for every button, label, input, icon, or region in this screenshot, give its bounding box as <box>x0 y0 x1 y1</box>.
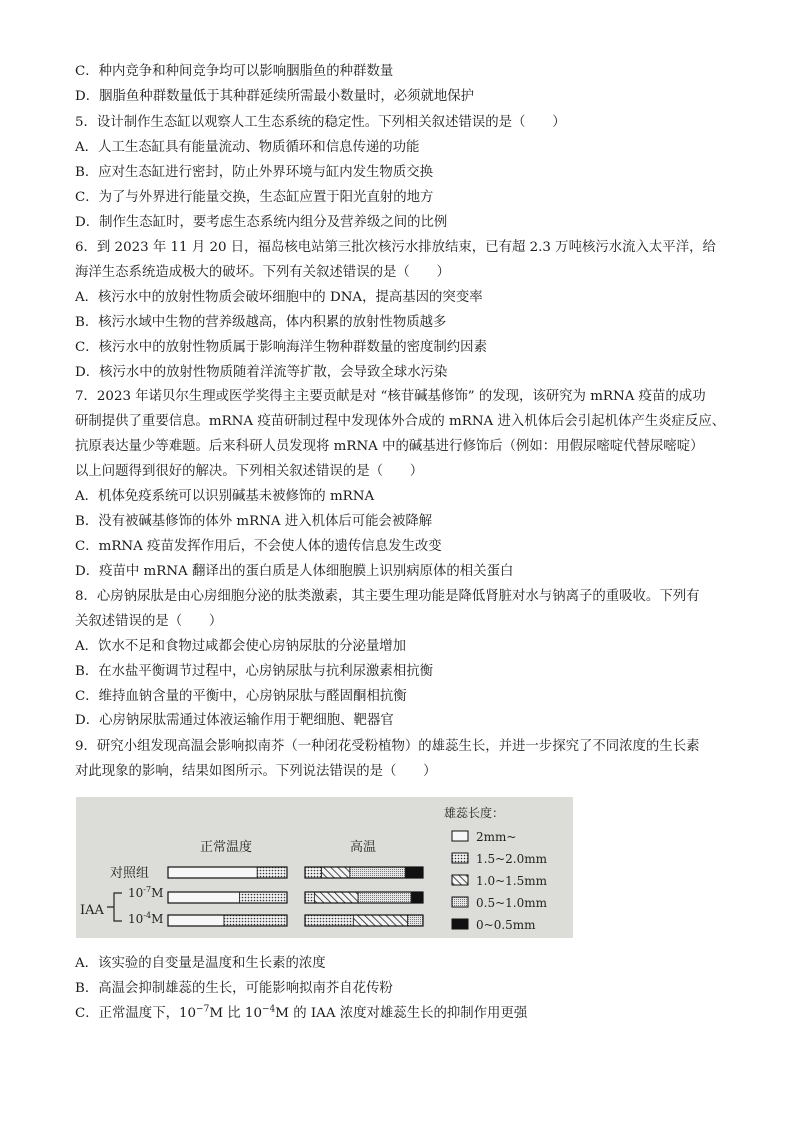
legend-swatch-3 <box>452 897 468 907</box>
q8-option-d: D．心房钠尿肽需通过体液运输作用于靶细胞、靶器官 <box>75 713 394 728</box>
q7-option-b: B．没有被碱基修饰的体外 mRNA 进入机体后可能会被降解 <box>75 514 433 529</box>
question-8-stem-line1: 8．心房钠尿肽是由心房细胞分泌的肽类激素，其主要生理功能是降低肾脏对水与钠离子的重吸收。下列有 <box>75 589 700 604</box>
q7-option-a: A．机体免疫系统可以识别碱基未被修饰的 mRNA <box>75 489 375 504</box>
question-7-stem-line1: 7．2023 年诺贝尔生理或医学奖得主主要贡献是对 “核苷碱基修饰” 的发现，该研究为 mRNA 疫苗的成功 <box>75 389 706 404</box>
bar-segment-high-control-2 <box>322 867 350 878</box>
row-label-iaa-high <box>128 911 163 926</box>
legend-label-4: 0~0.5mm <box>476 918 536 932</box>
col-header-normal-temp: 正常温度 <box>199 840 253 855</box>
question-9-stem-line2: 对此现象的影响，结果如图所示。下列说法错误的是（ ） <box>75 764 437 779</box>
bar-segment-high-iaa_1e-4-3 <box>408 915 423 926</box>
iaa-low-unit: M <box>151 886 164 900</box>
stamen-length-figure <box>76 797 573 938</box>
legend-swatch-2 <box>452 875 468 885</box>
bar-segment-normal-control-1 <box>257 867 287 878</box>
q9c-prefix: C．正常温度下，10 <box>75 1006 197 1021</box>
question-5-stem: 5．设计制作生态缸以观察人工生态系统的稳定性。下列相关叙述错误的是（ ） <box>75 115 566 130</box>
q9c-suffix: M 的 IAA 浓度对雄蕊生长的抑制作用更强 <box>275 1006 528 1021</box>
q8-option-c: C．维持血钠含量的平衡中，心房钠尿肽与醛固酮相抗衡 <box>75 689 407 704</box>
bar-segment-normal-iaa_1e-7-1 <box>239 892 287 903</box>
iaa-low-base: 10 <box>128 886 144 900</box>
legend-swatch-1 <box>452 853 468 863</box>
bar-segment-normal-control-0 <box>168 867 257 878</box>
q6-option-d: D．核污水中的放射性物质随着洋流等扩散，会导致全球水污染 <box>75 365 448 380</box>
row-label-iaa: IAA <box>80 903 104 918</box>
q5-option-d: D．制作生态缸时，要考虑生态系统内组分及营养级之间的比例 <box>75 215 448 230</box>
iaa-low-exp: -7 <box>143 885 152 894</box>
question-7-stem-line2: 研制提供了重要信息。mRNA 疫苗研制过程中发现体外合成的 mRNA 进入机体后会引起机体产生炎症反应、 <box>75 414 726 429</box>
iaa-high-exp: -4 <box>143 911 152 920</box>
question-6-stem-line2: 海洋生态系统造成极大的破坏。下列有关叙述错误的是（ ） <box>75 265 450 280</box>
q7-option-d: D．疫苗中 mRNA 翻译出的蛋白质是人体细胞膜上识别病原体的相关蛋白 <box>75 564 514 579</box>
bar-segment-high-iaa_1e-7-1 <box>305 892 314 903</box>
legend-title: 雄蕊长度： <box>444 806 505 820</box>
line-d-in-situ-protection: D．胭脂鱼种群数量低于其种群延续所需最小数量时，必须就地保护 <box>75 89 475 104</box>
q9c-exp1: −7 <box>196 1004 210 1015</box>
q6-option-b: B．核污水域中生物的营养级越高，体内积累的放射性物质越多 <box>75 315 447 330</box>
iaa-high-unit: M <box>151 912 164 926</box>
q9-option-b: B．高温会抑制雄蕊的生长，可能影响拟南芥自花传粉 <box>75 981 393 996</box>
row-label-iaa-low <box>128 885 163 900</box>
bar-segment-high-control-3 <box>350 867 405 878</box>
question-7-stem-line4: 以上问题得到很好的解决。下列相关叙述错误的是（ ） <box>75 464 424 479</box>
bar-segment-normal-iaa_1e-4-0 <box>168 915 224 926</box>
q6-option-a: A．核污水中的放射性物质会破坏细胞中的 DNA，提高基因的突变率 <box>75 290 483 305</box>
iaa-bracket <box>107 893 122 921</box>
row-label-control: 对照组 <box>110 866 150 881</box>
q9-option-a: A．该实验的自变量是温度和生长素的浓度 <box>75 956 326 971</box>
line-c-intra-inter-competition: C．种内竞争和种间竞争均可以影响胭脂鱼的种群数量 <box>75 64 394 79</box>
iaa-high-base: 10 <box>128 912 144 926</box>
legend-label-0: 2mm~ <box>476 830 517 844</box>
legend-label-3: 0.5~1.0mm <box>476 896 547 910</box>
bar-segment-high-iaa_1e-7-3 <box>358 892 411 903</box>
question-8-stem-line2: 关叙述错误的是（ ） <box>75 614 223 629</box>
bar-segment-high-iaa_1e-7-4 <box>411 892 423 903</box>
q9c-mid: M 比 10 <box>209 1006 262 1021</box>
question-7-stem-line3: 抗原表达量少等难题。后来科研人员发现将 mRNA 中的碱基进行修饰后（例如：用假尿嘧啶代替尿嘧啶） <box>75 439 704 454</box>
q5-option-a: A．人工生态缸具有能量流动、物质循环和信息传递的功能 <box>75 140 420 155</box>
q9-option-c <box>75 1005 527 1023</box>
legend <box>452 830 548 932</box>
bar-segment-high-iaa_1e-7-2 <box>314 892 358 903</box>
question-6-stem-line1: 6．到 2023 年 11 月 20 日，福岛核电站第三批次核污水排放结束，已有超 2.3 万吨核污水流入太平洋，给 <box>75 240 716 255</box>
question-9-stem-line1: 9．研究小组发现高温会影响拟南芥（一种闭花受粉植物）的雄蕊生长，并进一步探究了不同浓度的生长素 <box>75 739 700 754</box>
q8-option-b: B．在水盐平衡调节过程中，心房钠尿肽与抗利尿激素相抗衡 <box>75 664 433 679</box>
legend-label-2: 1.0~1.5mm <box>476 874 547 888</box>
q5-option-c: C．为了与外界进行能量交换，生态缸应置于阳光直射的地方 <box>75 190 434 205</box>
legend-swatch-0 <box>452 831 468 841</box>
bar-segment-high-control-4 <box>405 867 423 878</box>
q7-option-c: C．mRNA 疫苗发挥作用后，不会使人体的遗传信息发生改变 <box>75 539 442 554</box>
q9c-exp2: −4 <box>261 1004 276 1015</box>
col-header-high-temp: 高温 <box>349 840 377 855</box>
q6-option-c: C．核污水中的放射性物质属于影响海洋生物种群数量的密度制约因素 <box>75 340 487 355</box>
bar-segment-high-control-1 <box>305 867 322 878</box>
legend-label-1: 1.5~2.0mm <box>476 852 547 866</box>
bar-segment-normal-iaa_1e-4-1 <box>224 915 287 926</box>
bar-segment-high-iaa_1e-4-1 <box>305 915 353 926</box>
q8-option-a: A．饮水不足和食物过咸都会使心房钠尿肽的分泌量增加 <box>75 639 407 654</box>
legend-swatch-4 <box>452 919 468 929</box>
bar-segment-high-iaa_1e-4-2 <box>353 915 407 926</box>
bar-segment-normal-iaa_1e-7-0 <box>168 892 239 903</box>
q5-option-b: B．应对生态缸进行密封，防止外界环境与缸内发生物质交换 <box>75 165 433 180</box>
stacked-bars <box>168 867 423 926</box>
